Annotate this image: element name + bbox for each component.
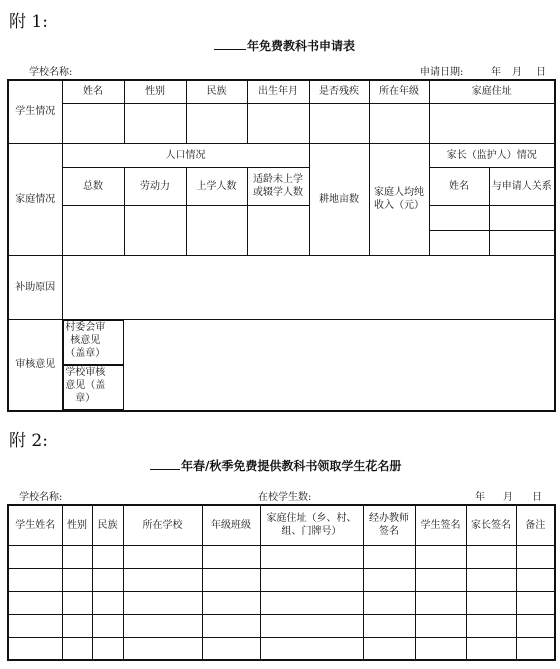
- school-name-label: 学校名称:: [29, 67, 73, 78]
- roster-cell[interactable]: [92, 591, 123, 614]
- roster-cell[interactable]: [516, 637, 555, 660]
- roster-cell[interactable]: [123, 545, 202, 568]
- apply-date-month: 月: [512, 67, 522, 78]
- roster-cell[interactable]: [8, 614, 62, 637]
- col-disabled: 是否残疾: [309, 80, 369, 103]
- apply-date-label: 申请日期:: [420, 67, 464, 78]
- row-student-label: 学生情况: [8, 80, 62, 143]
- col-guardian-relation: 与申请人关系: [489, 167, 555, 205]
- apply-date-year: 年: [491, 67, 501, 78]
- roster-cell[interactable]: [363, 568, 415, 591]
- roster-cell[interactable]: [202, 614, 260, 637]
- table-row: [8, 545, 555, 568]
- roster-cell[interactable]: [202, 545, 260, 568]
- col-teacher-signature: 经办教师签名: [363, 505, 415, 545]
- col-home-address: 家庭住址（乡、村、组、门牌号）: [260, 505, 363, 545]
- application-form-table: [7, 79, 556, 412]
- roster-cell[interactable]: [62, 591, 92, 614]
- roster-cell[interactable]: [62, 568, 92, 591]
- appendix-1-label: 附 1:: [9, 12, 48, 32]
- guardian-header: 家长（监护人）情况: [429, 143, 555, 167]
- col-gender-2: 性别: [62, 505, 92, 545]
- student-count-label: 在校学生数:: [258, 492, 312, 503]
- col-address: 家庭住址: [429, 80, 555, 103]
- appendix-2-label: 附 2:: [9, 431, 48, 451]
- year-blank-2: [150, 458, 180, 470]
- roster-cell[interactable]: [123, 568, 202, 591]
- col-birth: 出生年月: [247, 80, 309, 103]
- table-row: [8, 637, 555, 660]
- table-row: [8, 591, 555, 614]
- cell-grade[interactable]: [369, 103, 429, 143]
- roster-cell[interactable]: [8, 568, 62, 591]
- cell-pop-dropout[interactable]: [247, 205, 309, 255]
- col-pop-school: 上学人数: [186, 167, 247, 205]
- roster-cell[interactable]: [466, 637, 516, 660]
- cell-guardian-relation-1[interactable]: [489, 205, 555, 230]
- cell-name[interactable]: [62, 103, 124, 143]
- roster-cell[interactable]: [92, 614, 123, 637]
- population-header: 人口情况: [62, 143, 309, 167]
- cell-gender[interactable]: [124, 103, 186, 143]
- row-reason-label: 补助原因: [8, 255, 62, 319]
- roster-cell[interactable]: [62, 614, 92, 637]
- cell-village-review[interactable]: [63, 320, 125, 365]
- cell-ethnicity[interactable]: [186, 103, 247, 143]
- col-pop-total: 总数: [62, 167, 124, 205]
- roster-cell[interactable]: [516, 545, 555, 568]
- col-grade: 所在年级: [369, 80, 429, 103]
- col-remarks: 备注: [516, 505, 555, 545]
- col-school: 所在学校: [123, 505, 202, 545]
- date-month-2: 月: [503, 492, 513, 503]
- roster-cell[interactable]: [260, 545, 363, 568]
- roster-cell[interactable]: [415, 545, 466, 568]
- col-name: 姓名: [62, 80, 124, 103]
- roster-cell[interactable]: [466, 568, 516, 591]
- roster-cell[interactable]: [466, 614, 516, 637]
- roster-cell[interactable]: [516, 568, 555, 591]
- col-income: 家庭人均纯收入（元）: [369, 143, 429, 255]
- table-row: [8, 614, 555, 637]
- roster-cell[interactable]: [363, 637, 415, 660]
- col-student-signature: 学生签名: [415, 505, 466, 545]
- cell-disabled[interactable]: [309, 103, 369, 143]
- roster-cell[interactable]: [415, 637, 466, 660]
- school-review-label: 学校审核意见（盖章）: [65, 366, 106, 404]
- roster-cell[interactable]: [202, 568, 260, 591]
- roster-cell[interactable]: [123, 591, 202, 614]
- cell-birth[interactable]: [247, 103, 309, 143]
- cell-school-review[interactable]: [63, 365, 125, 410]
- roster-cell[interactable]: [516, 614, 555, 637]
- col-pop-dropout: 适龄未上学或辍学人数: [247, 167, 309, 205]
- col-farmland: 耕地亩数: [309, 143, 369, 255]
- form-1-title-text: 年免费教科书申请表: [247, 39, 356, 53]
- cell-pop-school[interactable]: [186, 205, 247, 255]
- roster-cell[interactable]: [62, 637, 92, 660]
- roster-cell[interactable]: [363, 614, 415, 637]
- row-family-label: 家庭情况: [8, 143, 62, 255]
- col-ethnicity: 民族: [186, 80, 247, 103]
- form-2-title: [150, 457, 401, 474]
- form-2-title-text: 年春/秋季免费提供教科书领取学生花名册: [181, 459, 402, 473]
- form-1-title: [214, 37, 355, 54]
- roster-cell[interactable]: [516, 591, 555, 614]
- cell-guardian-relation-2[interactable]: [489, 230, 555, 255]
- cell-address[interactable]: [429, 103, 555, 143]
- roster-cell[interactable]: [363, 545, 415, 568]
- roster-cell[interactable]: [260, 614, 363, 637]
- roster-cell[interactable]: [415, 568, 466, 591]
- cell-pop-total[interactable]: [62, 205, 124, 255]
- roster-cell[interactable]: [202, 591, 260, 614]
- school-name-label-2: 学校名称:: [19, 492, 63, 503]
- roster-cell[interactable]: [92, 637, 123, 660]
- year-blank: [214, 38, 246, 50]
- roster-cell[interactable]: [260, 591, 363, 614]
- roster-cell[interactable]: [123, 637, 202, 660]
- roster-cell[interactable]: [8, 545, 62, 568]
- col-parent-signature: 家长签名: [466, 505, 516, 545]
- cell-pop-labor[interactable]: [124, 205, 186, 255]
- row-review-label: 审核意见: [8, 319, 62, 411]
- roster-cell[interactable]: [123, 614, 202, 637]
- roster-table: [7, 504, 556, 661]
- roster-cell[interactable]: [260, 568, 363, 591]
- date-day-2: 日: [532, 492, 542, 503]
- roster-cell[interactable]: [8, 591, 62, 614]
- village-review-label: 村委会审核意见（盖章）: [65, 321, 106, 359]
- roster-cell[interactable]: [415, 614, 466, 637]
- roster-cell[interactable]: [8, 637, 62, 660]
- col-student-name: 学生姓名: [8, 505, 62, 545]
- cell-reason[interactable]: [62, 255, 555, 319]
- roster-cell[interactable]: [202, 637, 260, 660]
- table-row: [8, 568, 555, 591]
- roster-cell[interactable]: [92, 568, 123, 591]
- roster-cell[interactable]: [260, 637, 363, 660]
- roster-cell[interactable]: [62, 545, 92, 568]
- col-grade-class: 年级班级: [202, 505, 260, 545]
- roster-cell[interactable]: [363, 591, 415, 614]
- roster-cell[interactable]: [466, 591, 516, 614]
- roster-cell[interactable]: [415, 591, 466, 614]
- cell-guardian-name-1[interactable]: [429, 205, 489, 230]
- cell-guardian-name-2[interactable]: [429, 230, 489, 255]
- roster-cell[interactable]: [92, 545, 123, 568]
- apply-date-day: 日: [536, 67, 546, 78]
- col-guardian-name: 姓名: [429, 167, 489, 205]
- col-pop-labor: 劳动力: [124, 167, 186, 205]
- col-ethnicity-2: 民族: [92, 505, 123, 545]
- date-year-2: 年: [475, 492, 485, 503]
- col-gender: 性别: [124, 80, 186, 103]
- roster-cell[interactable]: [466, 545, 516, 568]
